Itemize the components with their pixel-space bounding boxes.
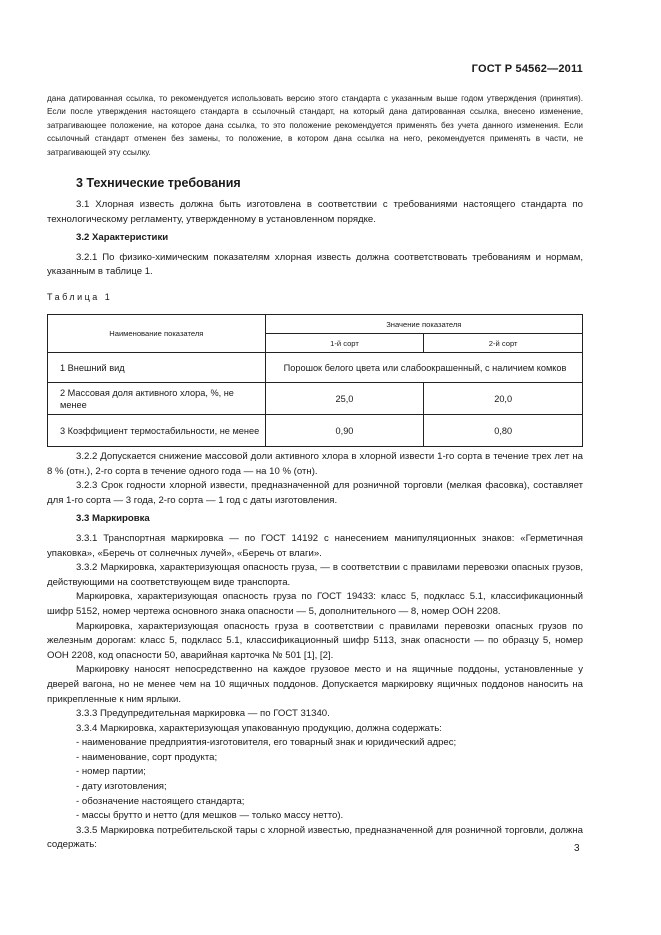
list-item: - наименование предприятия-изготовителя, его товарный знак и юридический адрес; [76,737,457,749]
section-3-body [47,198,583,280]
row-value-grade-1: 25,0 [265,383,424,415]
row-name: 1 Внешний вид [48,353,266,383]
list-item: - дату изготовления; [76,781,167,793]
page-number: 3 [574,843,580,854]
clause-3-1: 3.1 Хлорная известь должна быть изготовлена в соответствии с требованиями настоящего стандарта по технологическому регламенту, утвержденному в установленном порядке. [47,199,583,225]
paragraph-pallets: Маркировку наносят непосредственно на каждое грузовое место и на ящичные поддоны, установленные у дверей вагона, но не менее чем на 10 ящичных поддонов. Допускается маркировку ящичных поддонов наносить на прикрепленные к ним ярлыки. [47,664,583,705]
header-indicator-value: Значение показателя [265,315,582,334]
list-item: - наименование, сорт продукта; [76,751,218,763]
paragraph-gost-19433: Маркировка, характеризующая опасность груза по ГОСТ 19433: класс 5, подкласс 5.1, классификационный шифр 5152, номер чертежа основного знака опасности — 5, дополнительного — 8, номер ООН 2208. [47,591,583,617]
paragraph-railway: Маркировка, характеризующая опасность груза в соответствии с правилами перевозки опасных грузов по железным дорогам: класс 5, подкласс 5.1, классификационный шифр 5113, знак опасности — по образцу 5, номер ООН 2208, код опасности 50, аварийная карточка № 501 [1], [2]. [47,620,583,661]
clause-3-3-3: 3.3.3 Предупредительная маркировка — по ГОСТ 31340. [76,708,330,720]
clause-3-3-1: 3.3.1 Транспортная маркировка — по ГОСТ 14192 с нанесением манипуляционных знаков: «Герметичная упаковка», «Беречь от солнечных лучей», «Беречь от влаги». [47,532,583,559]
clause-3-2-1: 3.2.1 По физико-химическим показателям хлорная известь должна соответствовать требованиям и нормам, указанным в таблице 1. [47,251,583,278]
row-value-grade-1: 0,90 [265,415,424,447]
row-name: 2 Массовая доля активного хлора, %, не менее [48,383,266,415]
row-value-grade-2: 0,80 [424,415,583,447]
header-grade-2: 2-й сорт [424,334,583,353]
row-name: 3 Коэффициент термостабильности, не менее [48,415,266,447]
row-value-grade-2: 20,0 [424,383,583,415]
header-indicator-name: Наименование показателя [48,315,266,353]
subsection-3-2-title: 3.2 Характеристики [76,232,169,244]
subsection-3-3-title: 3.3 Маркировка [76,513,150,525]
table-caption: Таблица 1 [47,292,113,302]
section-title: 3 Технические требования [76,176,241,190]
table-row [48,415,583,447]
intro-text: дана датированная ссылка, то рекомендуется использовать версию этого стандарта с указанным выше годом утверждения (принятия). Если после утверждения настоящего стандарта в ссылочный стандарт, на который дана датированная ссылка, внесено изменение, затрагивающее положение, на которое дана ссылка, то это положение рекомендуется применять без учета данного изменения. Если ссылочный стандарт отменен без замены, то положение, в котором дана ссылка на него, рекомендуется применять в части, не затрагивающей эту ссылку. [47,94,583,157]
table-row [48,383,583,415]
clause-3-3-4: 3.3.4 Маркировка, характеризующая упакованную продукцию, должна содержать: [76,722,442,734]
intro-paragraph [47,92,583,159]
row-merged-value: Порошок белого цвета или слабоокрашенный, с наличием комков [265,353,582,383]
list-item: - обозначение настоящего стандарта; [76,795,245,807]
section-3-3-body [47,450,583,853]
clause-3-2-3: 3.2.3 Срок годности хлорной извести, предназначенной для розничной торговли (мелкая фасовка), составляет для 1-го сорта — 3 года, 2-го сорта — 1 год с даты изготовления. [47,480,583,506]
clause-3-2-2: 3.2.2 Допускается снижение массовой доли активного хлора в хлорной извести 1-го сорта в течение трех лет на 8 % (отн.), 2-го сорта в течение одного года — на 10 % (отн). [47,451,583,477]
table-1 [47,314,583,447]
header-grade-1: 1-й сорт [265,334,424,353]
table-header-row [48,315,583,334]
clause-3-3-5: 3.3.5 Маркировка потребительской тары с хлорной известью, предназначенной для розничной торговли, должна содержать: [47,824,583,851]
table-row [48,353,583,383]
list-item: - номер партии; [76,766,146,778]
document-number: ГОСТ Р 54562—2011 [471,63,583,75]
clause-3-3-2: 3.3.2 Маркировка, характеризующая опасность груза, — в соответствии с правилами перевозки опасных грузов, действующими на соответствующем виде транспорта. [47,562,583,588]
list-item: - массы брутто и нетто (для мешков — только массу нетто). [76,810,344,822]
